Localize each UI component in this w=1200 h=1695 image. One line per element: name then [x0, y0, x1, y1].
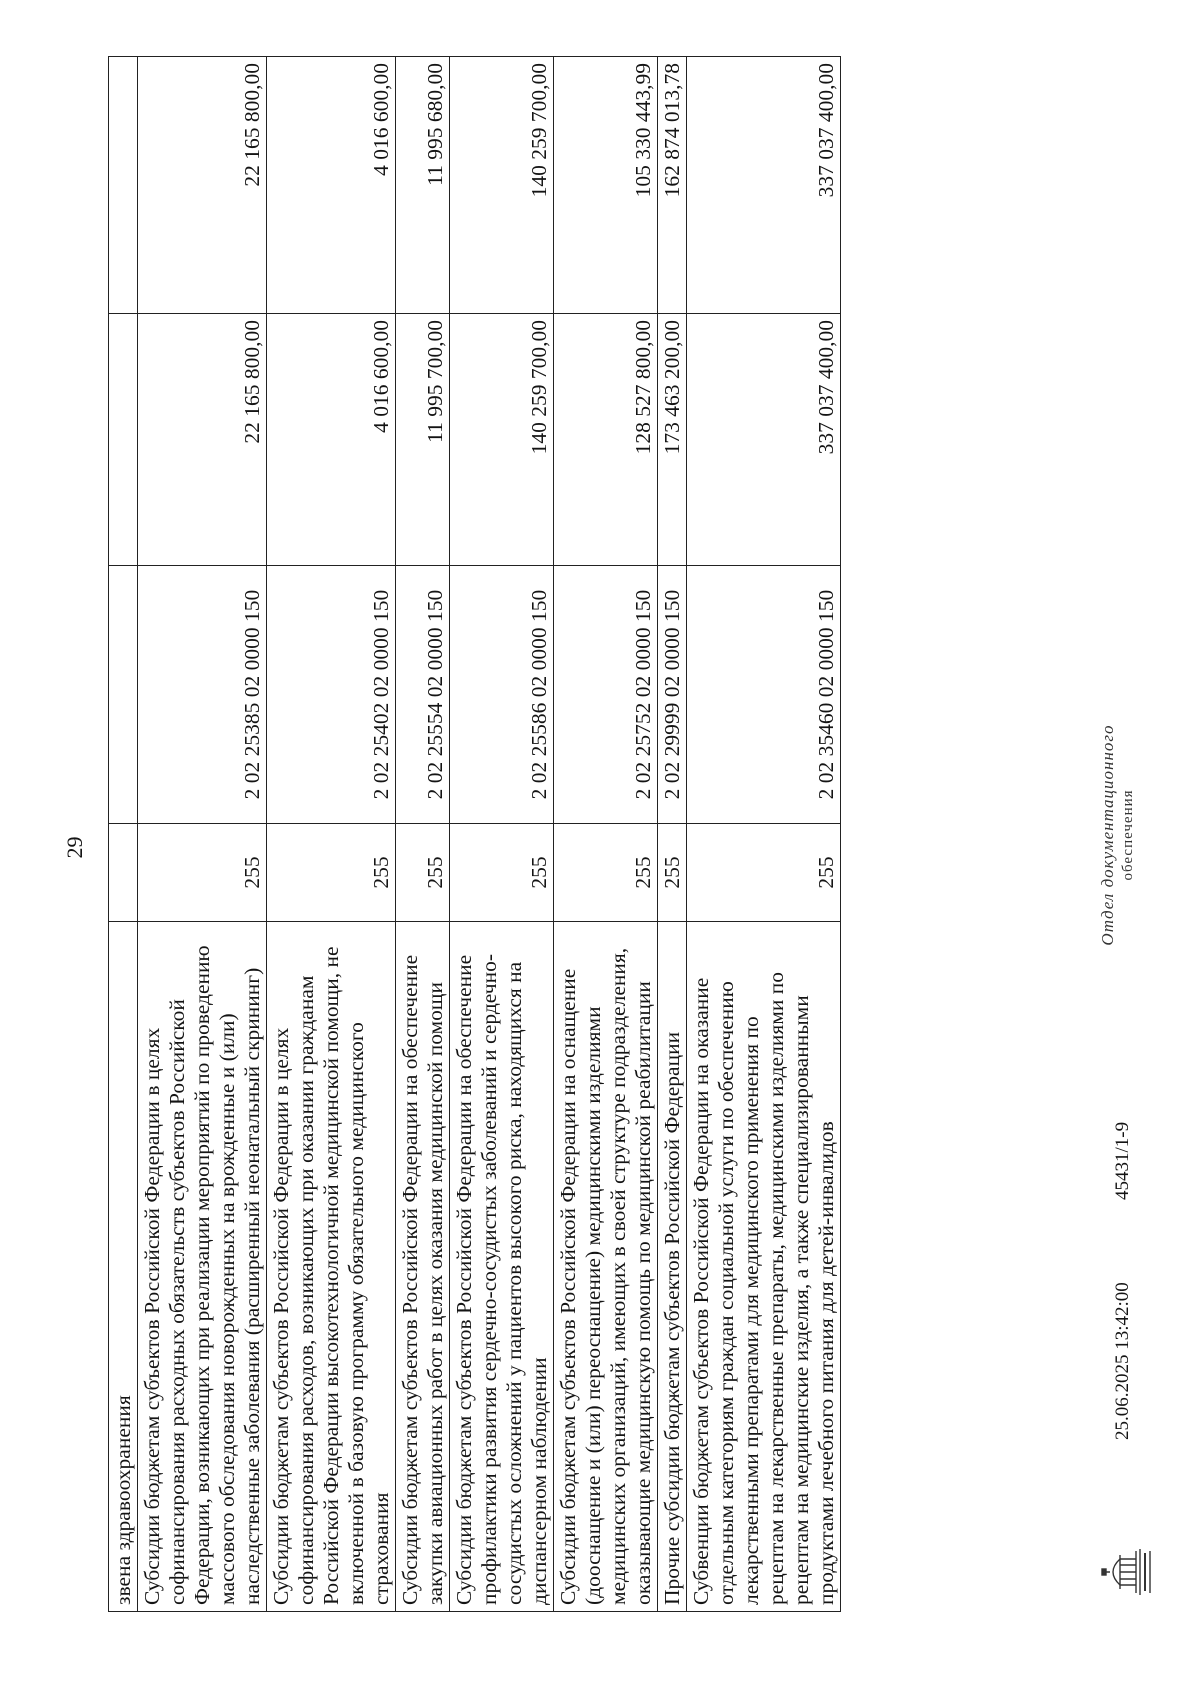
table-row	[109, 57, 138, 1612]
row-budget-code: 2 02 25554 02 0000 150	[396, 566, 450, 824]
row-amount-plan: 128 527 800,00	[554, 314, 658, 566]
row-amount-actual: 140 259 700,00	[450, 57, 554, 314]
row-description: Субсидии бюджетам субъектов Российской Федерации в целях софинансирования расходных обязательств субъектов Российской Федерации, возникающих при реализации мероприятий по проведению массового обследования новорожденных на врожденные и (или) наследственные заболевания (расширенный неонатальный скрининг)	[138, 922, 267, 1612]
row-amount-actual: 105 330 443,99	[554, 57, 658, 314]
row-admin-code: 255	[658, 824, 687, 922]
row-amount-actual: 337 037 400,00	[687, 57, 841, 314]
department-stamp	[1098, 665, 1138, 1005]
row-amount-plan	[109, 314, 138, 566]
row-admin-code: 255	[138, 824, 267, 922]
row-description: Субсидии бюджетам субъектов Российской Федерации в целях софинансирования расходов, возникающих при оказании гражданам Российской Федерации высокотехнологичной медицинской помощи, не включенной в базовую программу обязательного медицинского страхования	[267, 922, 396, 1612]
row-amount-plan: 11 995 700,00	[396, 314, 450, 566]
row-description: Субвенции бюджетам субъектов Российской Федерации на оказание отдельным категориям граждан социальной услуги по обеспечению лекарственными препаратами для медицинского применения по рецептам на лекарственные препараты, медицинскими изделиями по рецептам на медицинские изделия, а также специализированными продуктами лечебного питания для детей-инвалидов	[687, 922, 841, 1612]
budget-table	[108, 56, 841, 1612]
row-budget-code: 2 02 25752 02 0000 150	[554, 566, 658, 824]
row-admin-code: 255	[396, 824, 450, 922]
row-description: Субсидии бюджетам субъектов Российской Федерации на обеспечение закупки авиационных работ в целях оказания медицинской помощи	[396, 922, 450, 1612]
stamp-line-1: Отдел документационного	[1098, 724, 1117, 946]
row-amount-plan: 173 463 200,00	[658, 314, 687, 566]
table-row	[267, 57, 396, 1612]
row-budget-code	[109, 566, 138, 824]
row-amount-actual: 4 016 600,00	[267, 57, 396, 314]
row-description: Прочие субсидии бюджетам субъектов Российской Федерации	[658, 922, 687, 1612]
row-amount-actual	[109, 57, 138, 314]
row-description: Субсидии бюджетам субъектов Российской Федерации на обеспечение профилактики развития сердечно-сосудистых заболеваний и сердечно-сосудистых осложнений у пациентов высокого риска, находящихся на диспансерном наблюдении	[450, 922, 554, 1612]
table-row	[554, 57, 658, 1612]
page-footer	[1098, 0, 1158, 1695]
row-admin-code: 255	[687, 824, 841, 922]
row-admin-code: 255	[450, 824, 554, 922]
row-amount-plan: 337 037 400,00	[687, 314, 841, 566]
row-admin-code: 255	[267, 824, 396, 922]
stamp-line-2: обеспечения	[1120, 789, 1136, 881]
table-row	[687, 57, 841, 1612]
row-description: звена здравоохранения	[109, 922, 138, 1612]
row-budget-code: 2 02 25385 02 0000 150	[138, 566, 267, 824]
row-amount-plan: 140 259 700,00	[450, 314, 554, 566]
page-number: 29	[62, 836, 87, 859]
row-budget-code: 2 02 25402 02 0000 150	[267, 566, 396, 824]
row-budget-code: 2 02 35460 02 0000 150	[687, 566, 841, 824]
row-amount-plan: 4 016 600,00	[267, 314, 396, 566]
row-amount-actual: 162 874 013,78	[658, 57, 687, 314]
table-row	[396, 57, 450, 1612]
footer-timestamp: 25.06.2025 13:42:00	[1112, 1282, 1133, 1440]
row-amount-plan: 22 165 800,00	[138, 314, 267, 566]
row-description: Субсидии бюджетам субъектов Российской Федерации на оснащение (дооснащение и (или) переоснащение) медицинскими изделиями медицинских организаций, имеющих в своей структуре подразделения, оказывающие медицинскую помощь по медицинской реабилитации	[554, 922, 658, 1612]
table-row	[658, 57, 687, 1612]
footer-document-number: 45431/1-9	[1112, 1121, 1133, 1200]
row-amount-actual: 22 165 800,00	[138, 57, 267, 314]
row-budget-code: 2 02 25586 02 0000 150	[450, 566, 554, 824]
table-row	[450, 57, 554, 1612]
row-admin-code: 255	[554, 824, 658, 922]
row-amount-actual: 11 995 680,00	[396, 57, 450, 314]
parliament-building-icon	[1098, 1545, 1154, 1599]
table-row	[138, 57, 267, 1612]
row-budget-code: 2 02 29999 02 0000 150	[658, 566, 687, 824]
row-admin-code	[109, 824, 138, 922]
